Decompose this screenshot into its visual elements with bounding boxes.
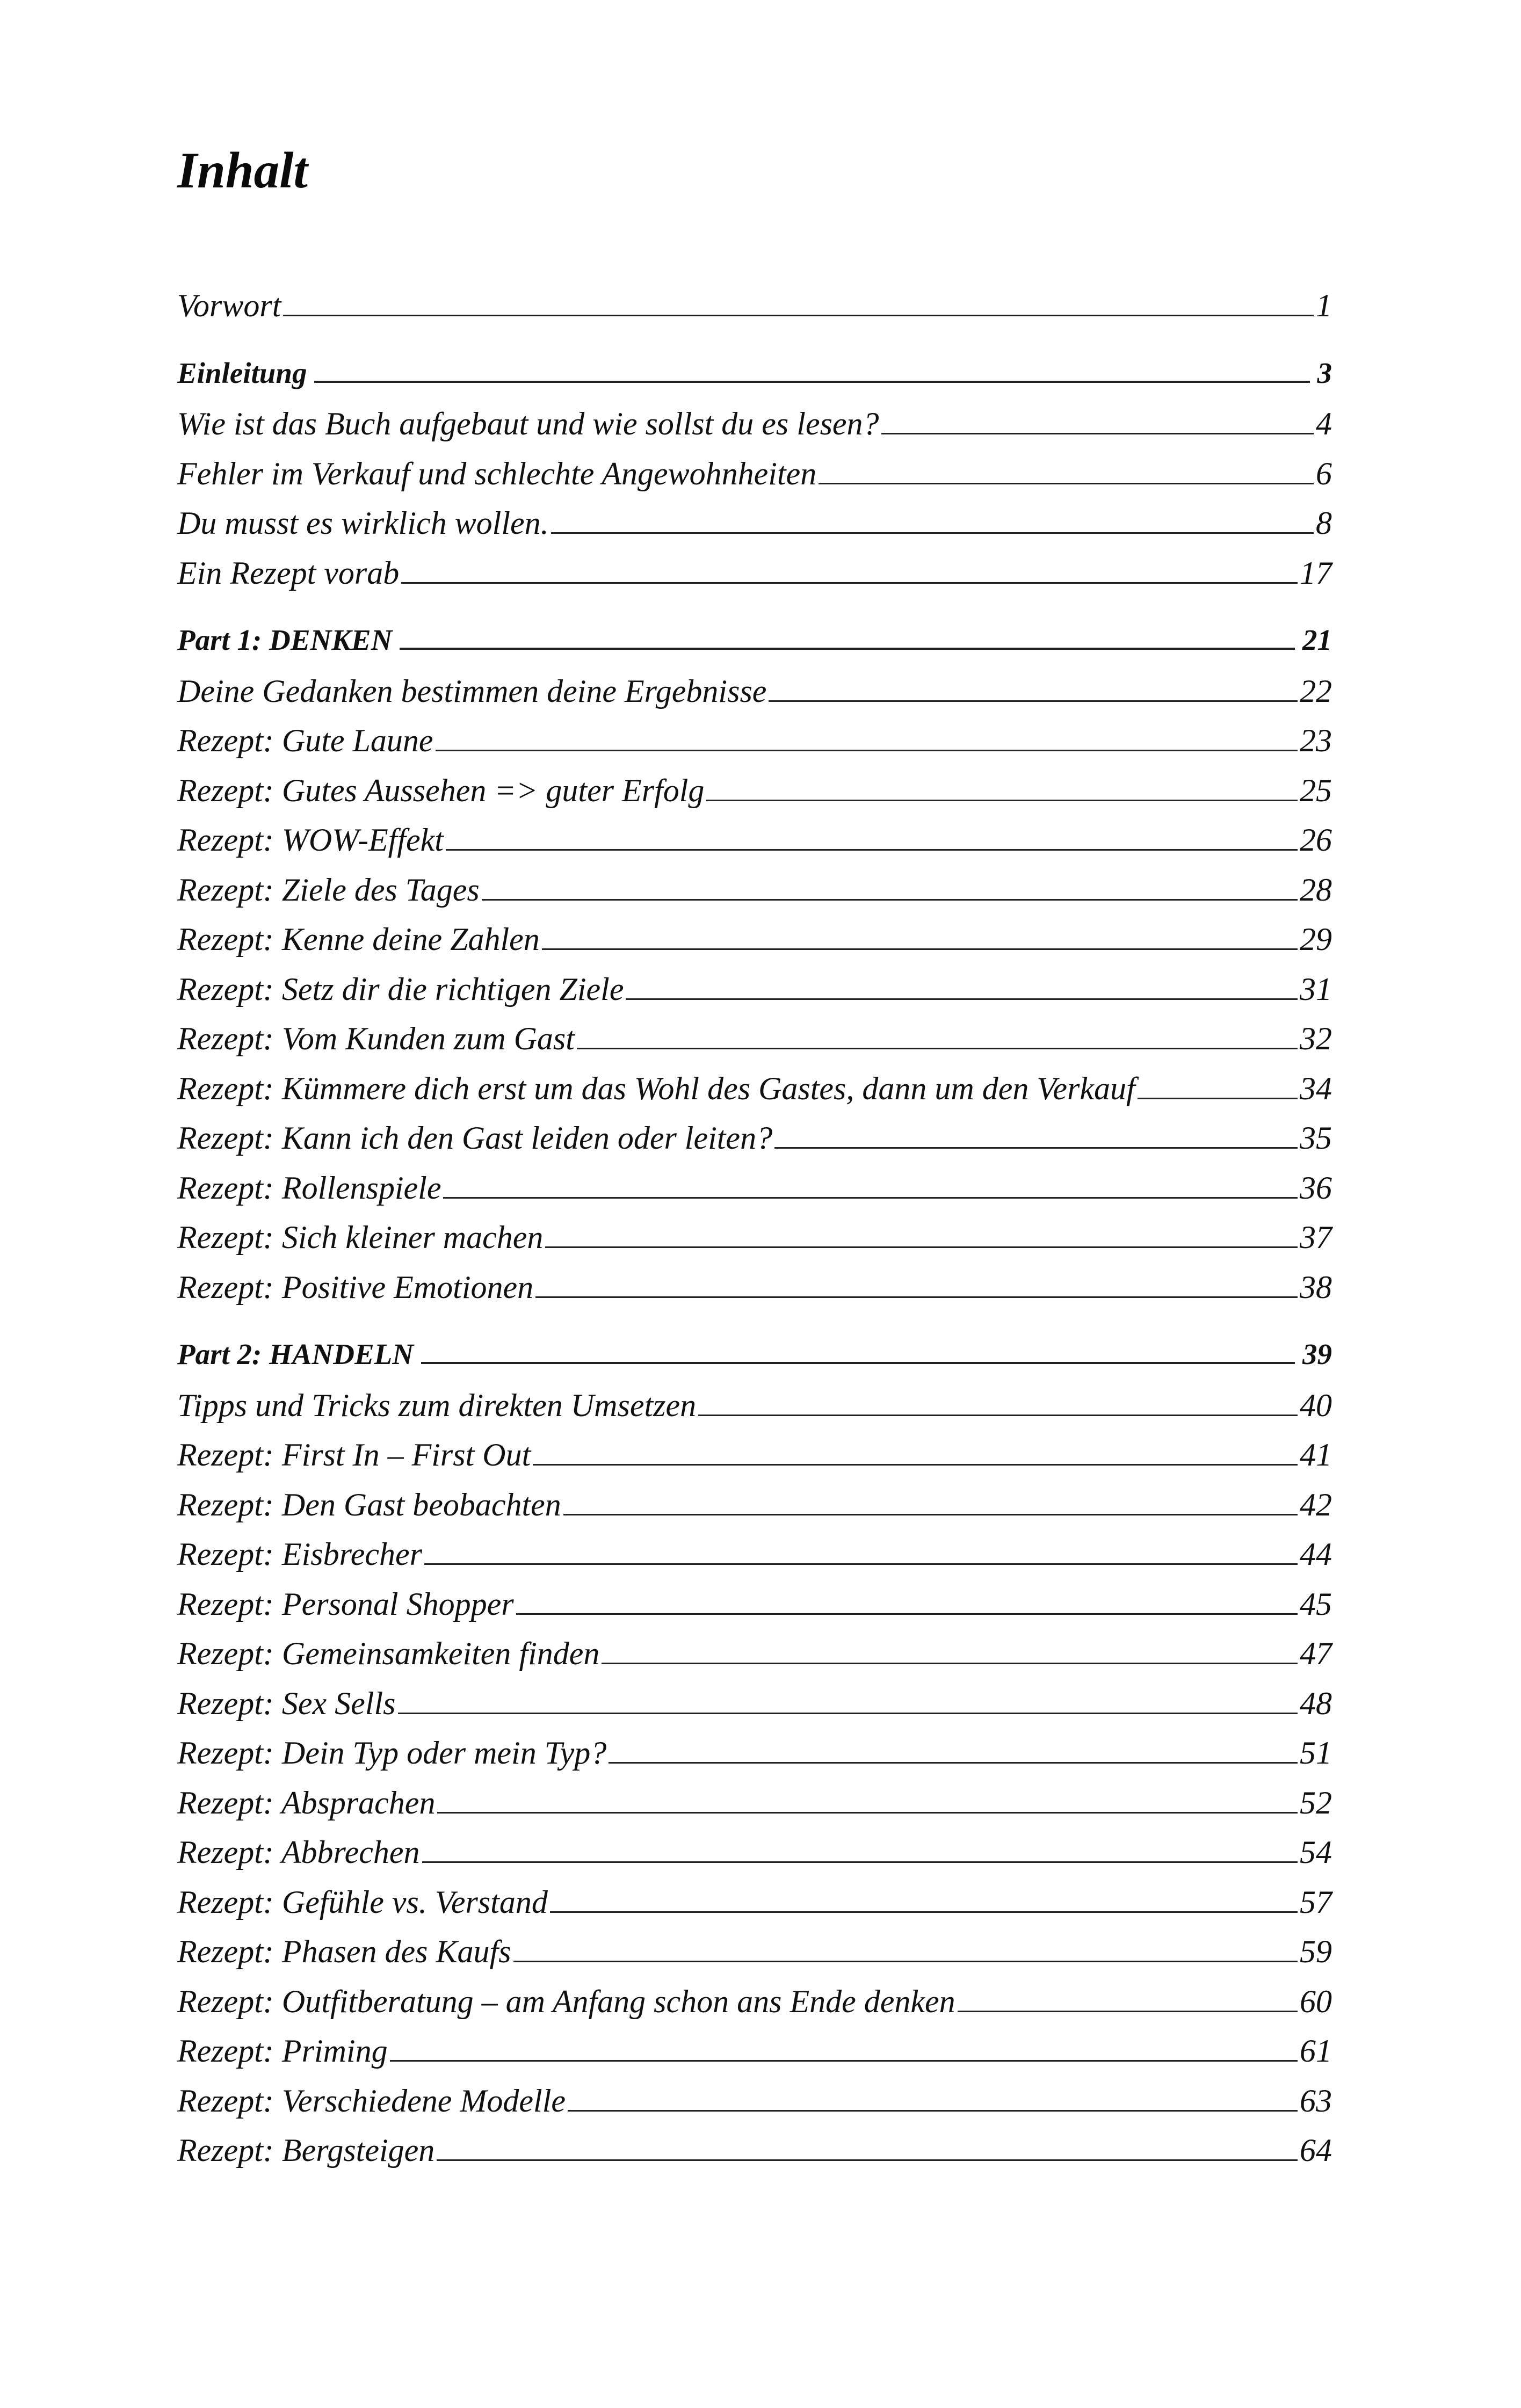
toc-entry[interactable] (177, 1983, 1332, 2033)
toc-entry-title: Rezept: Gutes Aussehen => guter Erfolg (177, 772, 705, 808)
toc-leader-line (398, 1713, 1298, 1714)
toc-entry-title: Rezept: Gemeinsamkeiten finden (177, 1636, 600, 1671)
toc-entry[interactable] (177, 1785, 1332, 1834)
toc-entry[interactable] (177, 2083, 1332, 2133)
toc-entry-title: Rezept: Bergsteigen (177, 2133, 435, 2168)
toc-entry[interactable] (177, 2132, 1332, 2182)
toc-leader-line (545, 1246, 1298, 1248)
toc-page-number: 3 (1317, 356, 1332, 389)
toc-page-number: 51 (1300, 1735, 1332, 1771)
toc-leader-line (437, 1812, 1298, 1814)
toc-entry[interactable] (177, 455, 1332, 505)
toc-page-number: 61 (1300, 2033, 1332, 2069)
toc-entry[interactable] (177, 822, 1332, 872)
toc-entry[interactable] (177, 287, 1332, 337)
toc-leader-line (424, 1563, 1298, 1565)
toc-leader-line (626, 998, 1298, 1000)
toc-page-number: 42 (1300, 1486, 1332, 1522)
toc-entry-title: Fehler im Verkauf und schlechte Angewohnheiten (177, 455, 817, 491)
toc-entry[interactable] (177, 1735, 1332, 1785)
toc-page-number: 26 (1300, 822, 1332, 858)
toc-page-number: 17 (1300, 555, 1332, 591)
toc-leader-line (1138, 1098, 1298, 1099)
toc-entry-title: Rezept: Sex Sells (177, 1685, 396, 1721)
toc-page-number: 60 (1300, 1983, 1332, 2019)
toc-page-number: 40 (1300, 1387, 1332, 1423)
toc-leader-line (550, 1911, 1298, 1913)
page-title: Inhalt (177, 142, 308, 199)
toc-entry-title: Tipps und Tricks zum direkten Umsetzen (177, 1387, 697, 1423)
toc-entry[interactable] (177, 872, 1332, 922)
toc-page-number: 29 (1300, 922, 1332, 957)
toc-leader-line (422, 1861, 1298, 1863)
toc-entry[interactable] (177, 722, 1332, 772)
toc-page-number: 41 (1300, 1437, 1332, 1473)
toc-page-number: 22 (1300, 673, 1332, 709)
toc-leader-line (551, 532, 1314, 534)
toc-entry[interactable] (177, 1685, 1332, 1735)
toc-page-number: 54 (1300, 1834, 1332, 1870)
toc-entry-title: Rezept: Sich kleiner machen (177, 1220, 544, 1255)
toc-page-number: 8 (1316, 505, 1332, 541)
toc-entry-title: Part 2: HANDELN (177, 1338, 414, 1370)
toc-page-number: 28 (1300, 872, 1332, 908)
toc-entry[interactable] (177, 1120, 1332, 1170)
toc-page-number: 35 (1300, 1120, 1332, 1156)
toc-entry[interactable] (177, 1437, 1332, 1486)
toc-leader-line (698, 1415, 1298, 1416)
toc-entry-title: Rezept: Positive Emotionen (177, 1269, 534, 1305)
toc-page-number: 44 (1300, 1536, 1332, 1572)
toc-entry-title: Ein Rezept vorab (177, 555, 400, 591)
toc-leader-line (769, 700, 1298, 702)
toc-page-number: 63 (1300, 2083, 1332, 2119)
toc-page-number: 4 (1316, 406, 1332, 441)
toc-page-number: 37 (1300, 1220, 1332, 1255)
toc-entry-title: Rezept: Abbrechen (177, 1834, 420, 1870)
toc-leader-line (774, 1147, 1298, 1149)
toc-entry-title: Rezept: Den Gast beobachten (177, 1486, 561, 1522)
toc-entry-title: Einleitung (177, 356, 307, 389)
toc-entry[interactable] (177, 772, 1332, 822)
toc-leader-line (577, 1048, 1298, 1049)
toc-entry-title: Rezept: Gefühle vs. Verstand (177, 1884, 548, 1920)
toc-page-number: 45 (1300, 1586, 1332, 1622)
toc-leader-line (542, 948, 1298, 950)
toc-entry[interactable] (177, 1635, 1332, 1685)
toc-entry-title: Rezept: Absprachen (177, 1785, 436, 1820)
toc-leader-line (401, 582, 1298, 584)
toc-leader-line (421, 1362, 1295, 1364)
toc-entry[interactable] (177, 1834, 1332, 1884)
toc-entry[interactable] (177, 2033, 1332, 2083)
toc-entry-title: Rezept: Vom Kunden zum Gast (177, 1021, 575, 1056)
toc-page-number: 36 (1300, 1170, 1332, 1206)
toc-page-number: 48 (1300, 1685, 1332, 1721)
toc-entry-title: Rezept: Setz dir die richtigen Ziele (177, 971, 624, 1007)
toc-entry-title: Rezept: Eisbrecher (177, 1536, 422, 1572)
toc-entry-title: Rezept: WOW-Effekt (177, 822, 444, 858)
toc-page-number: 47 (1300, 1636, 1332, 1671)
toc-entry[interactable] (177, 1933, 1332, 1983)
toc-leader-line (706, 800, 1298, 801)
toc-leader-line (609, 1762, 1298, 1764)
toc-leader-line (819, 483, 1314, 484)
toc-page-number: 32 (1300, 1021, 1332, 1056)
toc-entry[interactable] (177, 673, 1332, 723)
toc-entry-title: Rezept: Kenne deine Zahlen (177, 922, 540, 957)
toc-leader-line (283, 315, 1314, 316)
toc-leader-line (602, 1663, 1298, 1664)
toc-leader-line (443, 1197, 1298, 1199)
toc-entry[interactable] (177, 505, 1332, 555)
toc-leader-line (958, 2011, 1298, 2012)
toc-leader-line (436, 750, 1298, 751)
toc-section-heading[interactable] (177, 1337, 1332, 1387)
toc-page-number: 39 (1302, 1338, 1332, 1370)
toc-entry-title: Rezept: Rollenspiele (177, 1170, 441, 1206)
toc-page-number: 52 (1300, 1785, 1332, 1820)
toc-entry-title: Rezept: Personal Shopper (177, 1586, 514, 1622)
toc-entry-title: Rezept: Priming (177, 2033, 388, 2069)
toc-entry[interactable] (177, 405, 1332, 455)
toc-page-number: 59 (1300, 1934, 1332, 1969)
toc-entry[interactable] (177, 1020, 1332, 1070)
toc-entry-title: Deine Gedanken bestimmen deine Ergebnisse (177, 673, 767, 709)
toc-leader-line (482, 899, 1298, 901)
toc-entry-title: Part 1: DENKEN (177, 623, 393, 656)
toc-page-number: 57 (1300, 1884, 1332, 1920)
toc-entry[interactable] (177, 1387, 1332, 1437)
toc-leader-line (390, 2060, 1298, 2062)
toc-entry[interactable] (177, 1070, 1332, 1120)
toc-entry[interactable] (177, 1219, 1332, 1269)
toc-leader-line (513, 1961, 1298, 1962)
toc-entry[interactable] (177, 555, 1332, 605)
toc-entry[interactable] (177, 921, 1332, 971)
toc-entry[interactable] (177, 1536, 1332, 1586)
toc-entry-title: Rezept: Kann ich den Gast leiden oder leiten? (177, 1120, 773, 1156)
toc-leader-line (533, 1464, 1298, 1466)
toc-entry-title: Rezept: Dein Typ oder mein Typ? (177, 1735, 607, 1771)
toc-page-number: 64 (1300, 2133, 1332, 2168)
toc-entry[interactable] (177, 1269, 1332, 1319)
toc-page-number: 6 (1316, 455, 1332, 491)
toc-page-number: 21 (1302, 623, 1332, 656)
toc-entry[interactable] (177, 971, 1332, 1021)
toc-leader-line (516, 1613, 1298, 1615)
toc-entry-title: Rezept: Ziele des Tages (177, 872, 480, 908)
toc-entry-title: Rezept: Kümmere dich erst um das Wohl des Gastes, dann um den Verkauf (177, 1070, 1135, 1106)
toc-page-number: 34 (1300, 1070, 1332, 1106)
toc-page-number: 25 (1300, 772, 1332, 808)
toc-entry[interactable] (177, 1170, 1332, 1220)
toc-entry[interactable] (177, 1884, 1332, 1934)
toc-entry-title: Rezept: Gute Laune (177, 723, 433, 758)
table-of-contents (177, 287, 1332, 2182)
toc-entry-title: Rezept: Phasen des Kaufs (177, 1934, 511, 1969)
toc-leader-line (881, 433, 1314, 434)
toc-section-heading[interactable] (177, 356, 1332, 406)
toc-leader-line (400, 648, 1295, 650)
toc-page-number: 1 (1316, 288, 1332, 323)
toc-page-number: 38 (1300, 1269, 1332, 1305)
toc-page-number: 23 (1300, 723, 1332, 758)
toc-entry-title: Du musst es wirklich wollen. (177, 505, 549, 541)
toc-leader-line (535, 1296, 1298, 1298)
toc-entry[interactable] (177, 1486, 1332, 1536)
toc-leader-line (568, 2110, 1298, 2112)
toc-entry[interactable] (177, 1586, 1332, 1636)
toc-entry-title: Wie ist das Buch aufgebaut und wie sollst du es lesen? (177, 406, 879, 441)
toc-section-heading[interactable] (177, 623, 1332, 673)
toc-leader-line (314, 381, 1309, 383)
toc-leader-line (446, 849, 1298, 851)
toc-entry-title: Rezept: Outfitberatung – am Anfang schon ans Ende denken (177, 1983, 955, 2019)
toc-entry-title: Vorwort (177, 288, 281, 323)
toc-page-number: 31 (1300, 971, 1332, 1007)
toc-leader-line (437, 2159, 1298, 2161)
toc-entry-title: Rezept: First In – First Out (177, 1437, 531, 1473)
toc-leader-line (563, 1514, 1298, 1515)
toc-entry-title: Rezept: Verschiedene Modelle (177, 2083, 566, 2119)
